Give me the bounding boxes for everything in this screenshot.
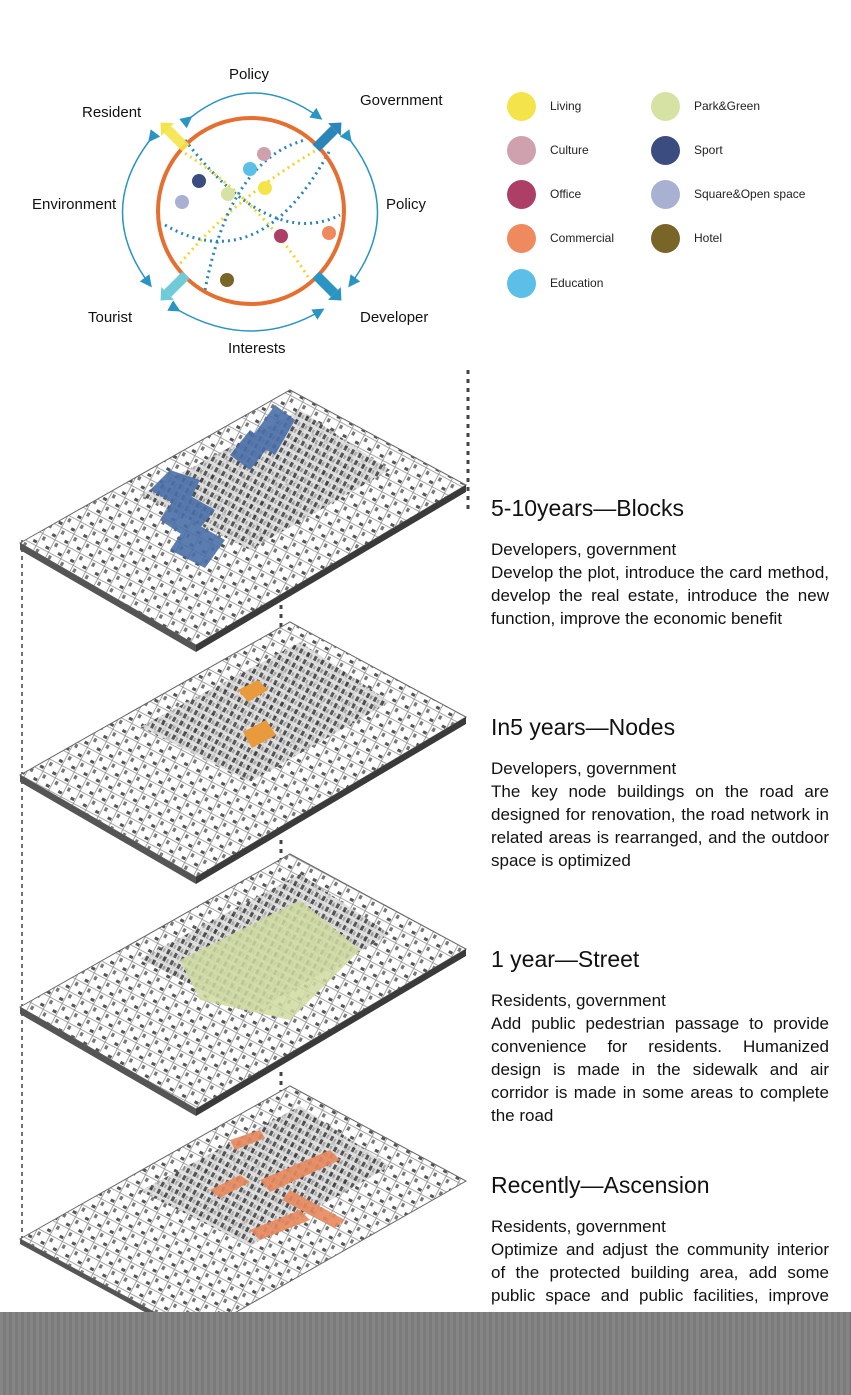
stage-description: Add public pedestrian passage to provide convenience for residents. Humanized design is made in the sidewalk and air corridor is made in some areas to complete the road	[491, 1014, 829, 1125]
legend-item-living	[507, 90, 581, 122]
legend-item-commercial	[507, 222, 614, 254]
dot-education	[243, 162, 257, 176]
legend-label: Square&Open space	[694, 187, 806, 201]
legend-item-park-green	[651, 90, 760, 122]
policy-right-arc	[350, 140, 378, 285]
map-layer-ascension	[20, 1086, 466, 1340]
stage-blocks	[491, 494, 829, 630]
legend-item-culture	[507, 134, 589, 166]
legend-label: Office	[550, 187, 582, 201]
legend-item-office	[507, 178, 581, 210]
legend-swatch	[507, 136, 536, 165]
legend-swatch	[507, 269, 536, 298]
environment-arc	[123, 140, 151, 285]
stage-description: The key node buildings on the road are designed for renovation, the road network in related areas is rearranged, and the outdoor space is optimized	[491, 782, 829, 870]
legend-swatch	[507, 92, 536, 121]
developer-label: Developer	[360, 309, 429, 326]
stage-title: In5 years—Nodes	[491, 714, 676, 740]
dot-office	[274, 229, 288, 243]
legend-item-square-open-space	[651, 178, 805, 210]
stage-actors: Residents, government	[491, 1217, 666, 1236]
legend-label: Education	[550, 276, 604, 290]
dot-living	[258, 181, 272, 195]
dot-culture	[257, 147, 271, 161]
environment-label: Environment	[32, 196, 117, 213]
tourist-label: Tourist	[88, 309, 133, 326]
stage-actors: Developers, government	[491, 759, 677, 778]
stage-nodes	[491, 713, 829, 872]
stage-title: 1 year—Street	[491, 946, 640, 972]
stage-description: Optimize and adjust the community interior of the protected building area, add some public space and public facilities, improve	[491, 1240, 829, 1305]
legend-label: Culture	[550, 143, 589, 157]
interests-arc	[178, 310, 322, 331]
map-layer-nodes	[20, 622, 466, 884]
dot-park	[221, 187, 235, 201]
resident-arrow	[154, 116, 192, 154]
resident-label: Resident	[82, 104, 142, 121]
legend-item-hotel	[651, 222, 722, 254]
legend-label: Hotel	[694, 231, 723, 245]
government-label: Government	[360, 92, 443, 109]
stage-title: 5-10years—Blocks	[491, 495, 685, 521]
bottom-overlay-band	[0, 1312, 851, 1395]
legend-swatch	[651, 224, 680, 253]
map-layer-blocks	[20, 390, 466, 652]
legend-label: Commercial	[550, 231, 615, 245]
legend-label: Living	[550, 99, 582, 113]
stage-actors: Residents, government	[491, 991, 666, 1010]
stage-description: Develop the plot, introduce the card method, develop the real estate, introduce the new function, improve the economic benefit	[491, 563, 829, 628]
dot-hotel	[220, 273, 234, 287]
policy-top-label: Policy	[229, 66, 270, 83]
policy-top-arc	[190, 93, 320, 118]
legend-swatch	[651, 92, 680, 121]
stage-actors: Developers, government	[491, 540, 677, 559]
developer-arrow	[310, 269, 348, 307]
stage-street	[491, 945, 829, 1127]
dot-sport	[192, 174, 206, 188]
stage-title: Recently—Ascension	[491, 1172, 710, 1198]
interests-label: Interests	[228, 340, 286, 357]
legend-swatch	[651, 180, 680, 209]
legend-swatch	[507, 224, 536, 253]
legend-item-sport	[651, 134, 723, 166]
dot-square	[175, 195, 189, 209]
legend-swatch	[507, 180, 536, 209]
stage-ascension	[491, 1171, 829, 1330]
map-layer-street	[20, 854, 466, 1116]
dotted-curve-4	[205, 140, 305, 290]
legend-label: Sport	[694, 143, 723, 157]
legend-swatch	[651, 136, 680, 165]
government-arrow	[310, 116, 348, 154]
legend-item-education	[507, 267, 603, 299]
legend-label: Park&Green	[694, 99, 761, 113]
dot-commercial	[322, 226, 336, 240]
policy-right-label: Policy	[386, 196, 427, 213]
tourist-arrow	[154, 269, 192, 307]
